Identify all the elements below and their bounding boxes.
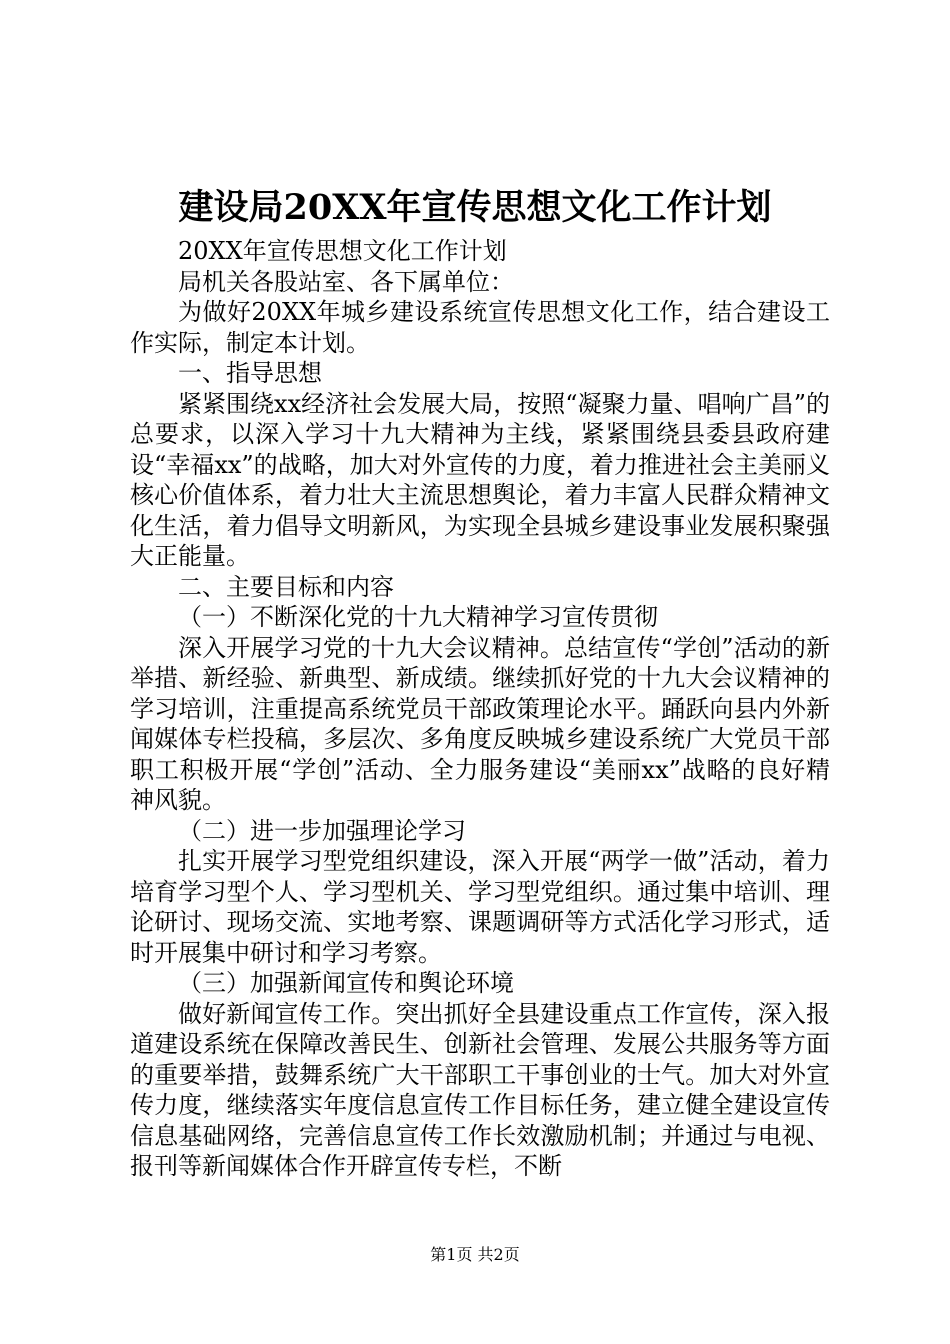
subsection-heading-3: （三）加强新闻宣传和舆论环境 [178, 969, 514, 997]
paragraph-subsection-1: 深入开展学习党的十九大会议精神。总结宣传“学创”活动的新举措、新经验、新典型、新成绩。继续抓好党的十九大会议精神的学习培训，注重提高系统党员干部政策理论水平。踊跃向县内外新闻媒体专栏投稿，多层次、多角度反映城乡建设系统广大党员干部职工积极开展“学创”活动、全力服务建设“美丽xx”战略的良好精神风貌。 [130, 633, 830, 814]
subsection-heading-1: （一）不断深化党的十九大精神学习宣传贯彻 [178, 603, 658, 631]
paragraph-subsection-3: 做好新闻宣传工作。突出抓好全县建设重点工作宣传，深入报道建设系统在保障改善民生、创新社会管理、发展公共服务等方面的重要举措，鼓舞系统广大干部职工干事创业的士气。加大对外宣传力度，继续落实年度信息宣传工作目标任务，建立健全建设宣传信息基础网络，完善信息宣传工作长效激励机制；并通过与电视、报刊等新闻媒体合作开辟宣传专栏，不断 [130, 999, 830, 1180]
document-title: 建设局20XX年宣传思想文化工作计划 [178, 187, 772, 228]
page-number: 第1页 共2页 [430, 1245, 520, 1264]
paragraph-guiding-thought: 紧紧围绕xx经济社会发展大局，按照“凝聚力量、唱响广昌”的总要求，以深入学习十九大精神为主线，紧紧围绕县委县政府建设“幸福xx”的战略，加大对外宣传的力度，着力推进社会主美丽义核心价值体系，着力壮大主流思想舆论，着力丰富人民群众精神文化生活，着力倡导文明新风，为实现全县城乡建设事业发展积聚强大正能量。 [130, 389, 830, 570]
section-heading-1: 一、指导思想 [178, 359, 322, 387]
document-body [130, 236, 830, 1182]
paragraph-intro: 为做好20XX年城乡建设系统宣传思想文化工作，结合建设工作实际，制定本计划。 [130, 298, 830, 357]
paragraph-subtitle: 20XX年宣传思想文化工作计划 [178, 237, 507, 265]
paragraph-recipients: 局机关各股站室、各下属单位： [178, 267, 514, 296]
section-heading-2: 二、主要目标和内容 [178, 572, 394, 601]
paragraph-subsection-2: 扎实开展学习型党组织建设，深入开展“两学一做”活动，着力培育学习型个人、学习型机关、学习型党组织。通过集中培训、理论研讨、现场交流、实地考察、课题调研等方式活化学习形式，适时开展集中研讨和学习考察。 [130, 847, 830, 967]
subsection-heading-2: （二）进一步加强理论学习 [178, 816, 466, 845]
